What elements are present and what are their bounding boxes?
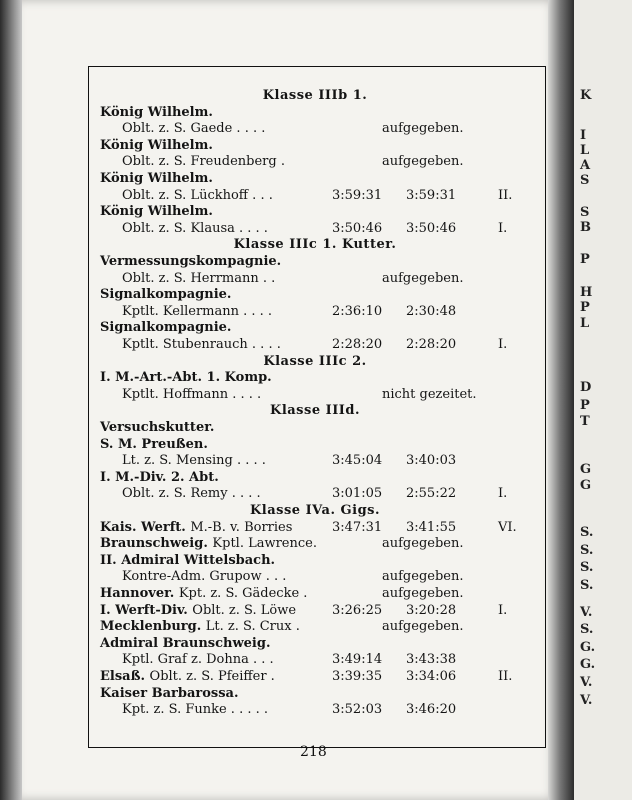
skipper-name: Oblt. z. S. Gaede . . . .	[122, 121, 266, 137]
skipper-name: Oblt. z. S. Löwe	[192, 602, 297, 618]
adjacent-page-fragment: L	[580, 143, 590, 158]
adjacent-page-fragment: S	[580, 205, 590, 220]
club-name: I. M.-Art.-Abt. 1. Komp.	[100, 370, 272, 386]
skipper-name: Oblt. z. S. Lückhoff . . .	[122, 187, 273, 203]
adjacent-page-fragment: B	[580, 220, 591, 235]
skipper-name: Lt. z. S. Mensing . . . .	[122, 453, 266, 469]
adjacent-page-fragment: K	[580, 88, 592, 103]
corrected-time: 2:55:22	[406, 486, 457, 502]
book-gutter	[548, 0, 574, 800]
skipper-name: Oblt. z. S. Pfeiffer .	[149, 669, 275, 684]
club-name: Mecklenburg.	[100, 619, 206, 635]
status-note: aufgegeben.	[382, 619, 464, 635]
result-entry	[100, 569, 530, 587]
result-entry	[100, 221, 530, 239]
placing: VI.	[498, 519, 517, 535]
result-entry	[100, 669, 530, 687]
club-name: I. M.-Div. 2. Abt.	[100, 469, 219, 485]
corrected-time: 3:50:46	[406, 220, 457, 236]
skipper-name: Kptlt. Kellermann . . . .	[122, 303, 273, 319]
adjacent-page-fragment: S.	[580, 543, 594, 558]
adjacent-page-fragment: T	[580, 414, 590, 429]
adjacent-page-fragment: G	[580, 462, 592, 477]
result-entry	[100, 188, 530, 206]
club-name: König Wilhelm.	[100, 204, 213, 220]
adjacent-page-fragment: V.	[580, 693, 593, 708]
class-heading: Klasse IIIc 2.	[263, 353, 367, 369]
result-entry	[100, 536, 530, 554]
adjacent-page-fragment: S.	[580, 560, 594, 575]
club-name: Elsaß.	[100, 669, 150, 684]
club-name: Kais. Werft.	[100, 519, 191, 535]
result-entry	[100, 304, 530, 322]
club-name: Signalkompagnie.	[100, 320, 232, 336]
result-entry	[100, 619, 530, 637]
club-name: Admiral Braunschweig.	[100, 635, 271, 651]
adjacent-page-fragment: D	[580, 380, 592, 395]
adjacent-page-fragment: G.	[580, 640, 596, 655]
result-entry	[100, 702, 530, 720]
elapsed-time: 2:36:10	[332, 303, 383, 319]
skipper-name: Kpt. z. S. Gädecke .	[178, 586, 308, 601]
skipper-name: Kptl. Lawrence.	[212, 536, 317, 552]
result-entry	[100, 154, 530, 172]
club-name: König Wilhelm.	[100, 104, 213, 120]
adjacent-page-fragment: S.	[580, 578, 594, 593]
club-name: Kaiser Barbarossa.	[100, 685, 239, 701]
club-name: Braunschweig.	[100, 536, 213, 552]
elapsed-time: 3:01:05	[332, 486, 383, 502]
elapsed-time: 3:52:03	[332, 702, 383, 718]
result-entry	[100, 453, 530, 471]
club-name: Hannover.	[100, 586, 179, 601]
adjacent-page-fragment: V.	[580, 675, 593, 690]
adjacent-page-fragment: L	[580, 316, 590, 331]
club-name: Vermessungskompagnie.	[100, 254, 282, 269]
result-entry	[100, 271, 530, 289]
adjacent-page-fragment: S.	[580, 525, 594, 540]
result-entry	[100, 486, 530, 504]
adjacent-page-fragment: P	[580, 398, 590, 413]
result-entry	[100, 586, 530, 604]
adjacent-page-fragment: V.	[580, 605, 593, 620]
skipper-name: Oblt. z. S. Remy . . . .	[122, 486, 261, 502]
corrected-time: 3:41:55	[406, 519, 457, 535]
adjacent-page-fragment: H	[580, 285, 593, 300]
status-note: aufgegeben.	[382, 270, 464, 286]
elapsed-time: 3:45:04	[332, 453, 383, 469]
book-edge-left	[0, 0, 22, 800]
corrected-time: 2:30:48	[406, 303, 457, 319]
class-heading: Klasse IVa. Gigs.	[249, 503, 381, 518]
adjacent-page-fragment: P	[580, 300, 590, 315]
club-name: I. Werft-Div.	[100, 602, 193, 618]
skipper-name: Oblt. z. S. Klausa . . . .	[122, 220, 268, 236]
result-entry	[100, 337, 530, 355]
skipper-name: Kpt. z. S. Funke . . . . .	[122, 702, 269, 718]
status-note: aufgegeben.	[382, 154, 464, 170]
corrected-time: 3:20:28	[406, 602, 457, 618]
result-entry	[100, 121, 530, 139]
elapsed-time: 3:26:25	[332, 602, 383, 618]
elapsed-time: 3:59:31	[332, 187, 383, 203]
placing: I.	[498, 337, 508, 352]
club-name: Signalkompagnie.	[100, 287, 232, 303]
elapsed-time: 3:47:31	[332, 519, 383, 535]
placing: I.	[498, 602, 508, 618]
status-note: aufgegeben.	[382, 121, 464, 137]
page-number: 218	[300, 744, 327, 760]
corrected-time: 2:28:20	[406, 337, 457, 352]
placing: I.	[498, 486, 508, 502]
adjacent-page-fragment: S.	[580, 622, 594, 637]
club-name: S. M. Preußen.	[100, 436, 208, 452]
corrected-time: 3:40:03	[406, 453, 457, 469]
class-heading: Klasse IIIc 1. Kutter.	[233, 237, 397, 253]
placing: II.	[498, 187, 513, 203]
skipper-name: Kptlt. Hoffmann . . . .	[122, 386, 262, 402]
elapsed-time: 3:39:35	[332, 669, 383, 684]
skipper-name: Kontre-Adm. Grupow . . .	[122, 569, 287, 585]
placing: I.	[498, 220, 508, 236]
status-note: aufgegeben.	[382, 586, 464, 601]
elapsed-time: 3:49:14	[332, 652, 383, 668]
adjacent-page-fragment: A	[580, 158, 591, 173]
skipper-name: Kptlt. Stubenrauch . . . .	[122, 337, 281, 352]
club-name: II. Admiral Wittelsbach.	[100, 552, 276, 568]
status-note: nicht gezeitet.	[382, 386, 477, 402]
placing: II.	[498, 669, 513, 684]
class-heading: Klasse IIId.	[270, 403, 360, 419]
result-entry	[100, 520, 530, 538]
corrected-time: 3:46:20	[406, 702, 457, 718]
adjacent-page-fragment: S	[580, 173, 590, 188]
adjacent-page-fragment: P	[580, 252, 590, 267]
club-name: Versuchskutter.	[100, 420, 215, 435]
club-name: König Wilhelm.	[100, 137, 213, 153]
skipper-name: Oblt. z. S. Herrmann . .	[122, 270, 276, 286]
result-entry	[100, 387, 530, 405]
skipper-name: M.-B. v. Borries	[190, 519, 293, 535]
skipper-name: Kptl. Graf z. Dohna . . .	[122, 652, 274, 668]
skipper-name: Oblt. z. S. Freudenberg .	[122, 154, 285, 170]
adjacent-page-fragment: I	[580, 128, 587, 143]
class-heading: Klasse IIIb 1.	[262, 88, 368, 103]
adjacent-page-fragment: G	[580, 478, 592, 493]
elapsed-time: 2:28:20	[332, 337, 383, 352]
corrected-time: 3:43:38	[406, 652, 457, 668]
skipper-name: Lt. z. S. Crux .	[205, 619, 300, 635]
adjacent-page-fragment: G.	[580, 657, 596, 672]
result-entry	[100, 652, 530, 670]
status-note: aufgegeben.	[382, 569, 464, 585]
result-entry	[100, 603, 530, 621]
corrected-time: 3:59:31	[406, 187, 457, 203]
club-name: König Wilhelm.	[100, 171, 213, 186]
corrected-time: 3:34:06	[406, 669, 457, 684]
status-note: aufgegeben.	[382, 536, 464, 552]
elapsed-time: 3:50:46	[332, 220, 383, 236]
